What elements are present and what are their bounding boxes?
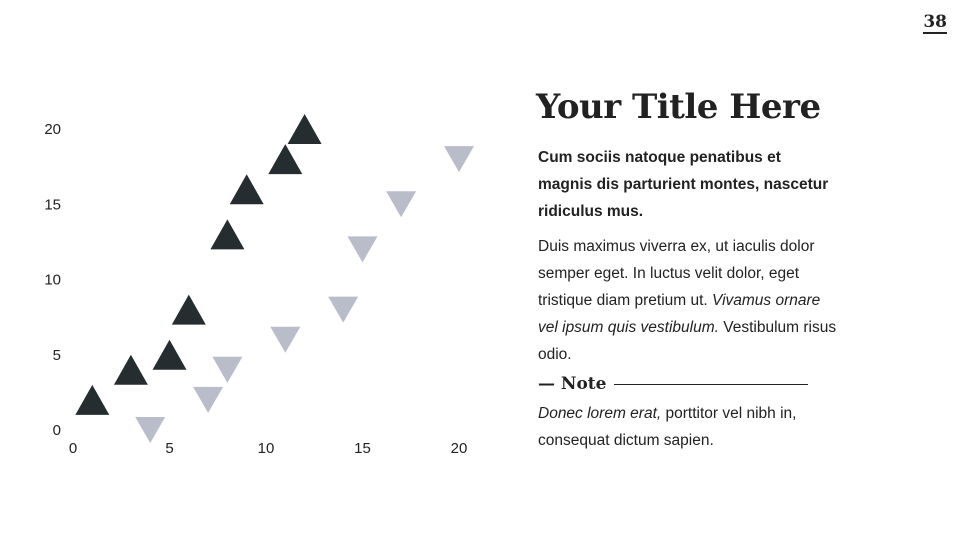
y-tick-label: 0 bbox=[52, 422, 61, 439]
x-tick-label: 20 bbox=[450, 440, 468, 457]
triangle-up-marker bbox=[75, 385, 109, 415]
x-tick-label: 15 bbox=[354, 440, 371, 457]
triangle-up-marker bbox=[230, 174, 264, 204]
body-italic: Vivamus ornare vel ipsum quis vestibulum. bbox=[538, 292, 821, 336]
triangle-up-marker bbox=[114, 355, 148, 385]
y-tick-label: 20 bbox=[44, 121, 61, 138]
triangle-up-marker bbox=[288, 114, 322, 144]
note-heading bbox=[538, 374, 808, 394]
triangle-down-marker bbox=[348, 236, 378, 262]
triangle-up-marker bbox=[268, 144, 302, 174]
y-tick-label: 5 bbox=[52, 346, 61, 364]
page-number: 38 bbox=[923, 12, 947, 32]
triangle-down-marker bbox=[212, 357, 242, 383]
lead-paragraph: Cum sociis natoque penatibus et magnis dis parturient montes, nascetur ridiculus mus. bbox=[538, 149, 829, 220]
slide-title: Your Title Here bbox=[536, 87, 821, 127]
x-tick-label: 10 bbox=[257, 440, 275, 457]
note-paragraph bbox=[538, 400, 838, 454]
triangle-down-marker bbox=[328, 297, 358, 323]
body-text-1: Duis maximus viverra ex, ut iaculis dolor semper eget. In luctus velit dolor, eget tristique diam pretium ut. bbox=[538, 238, 815, 309]
chart-markers bbox=[75, 114, 474, 443]
triangle-up-marker bbox=[172, 295, 206, 325]
y-tick-label: 15 bbox=[44, 196, 61, 214]
triangle-down-marker bbox=[270, 327, 300, 353]
triangle-down-marker bbox=[386, 191, 416, 217]
y-tick-label: 10 bbox=[44, 271, 61, 289]
triangle-down-marker bbox=[444, 146, 474, 172]
triangle-down-marker bbox=[193, 387, 223, 413]
y-axis-ticks bbox=[44, 121, 61, 439]
text-panel bbox=[538, 86, 838, 454]
x-tick-label: 5 bbox=[165, 440, 174, 457]
triangle-up-marker bbox=[210, 219, 244, 249]
triangle-up-marker bbox=[153, 340, 187, 370]
note-text: porttitor vel nibh in, consequat dictum sapien. bbox=[538, 405, 797, 449]
body-paragraph bbox=[538, 233, 838, 368]
note-italic: Donec lorem erat, bbox=[538, 405, 662, 422]
note-divider bbox=[614, 384, 808, 385]
body-text-2: Vestibulum risus odio. bbox=[538, 319, 837, 363]
x-axis-ticks bbox=[69, 440, 468, 457]
triangle-down-marker bbox=[135, 417, 165, 443]
x-tick-label: 0 bbox=[68, 440, 78, 457]
note-heading-label: — Note bbox=[538, 374, 607, 394]
